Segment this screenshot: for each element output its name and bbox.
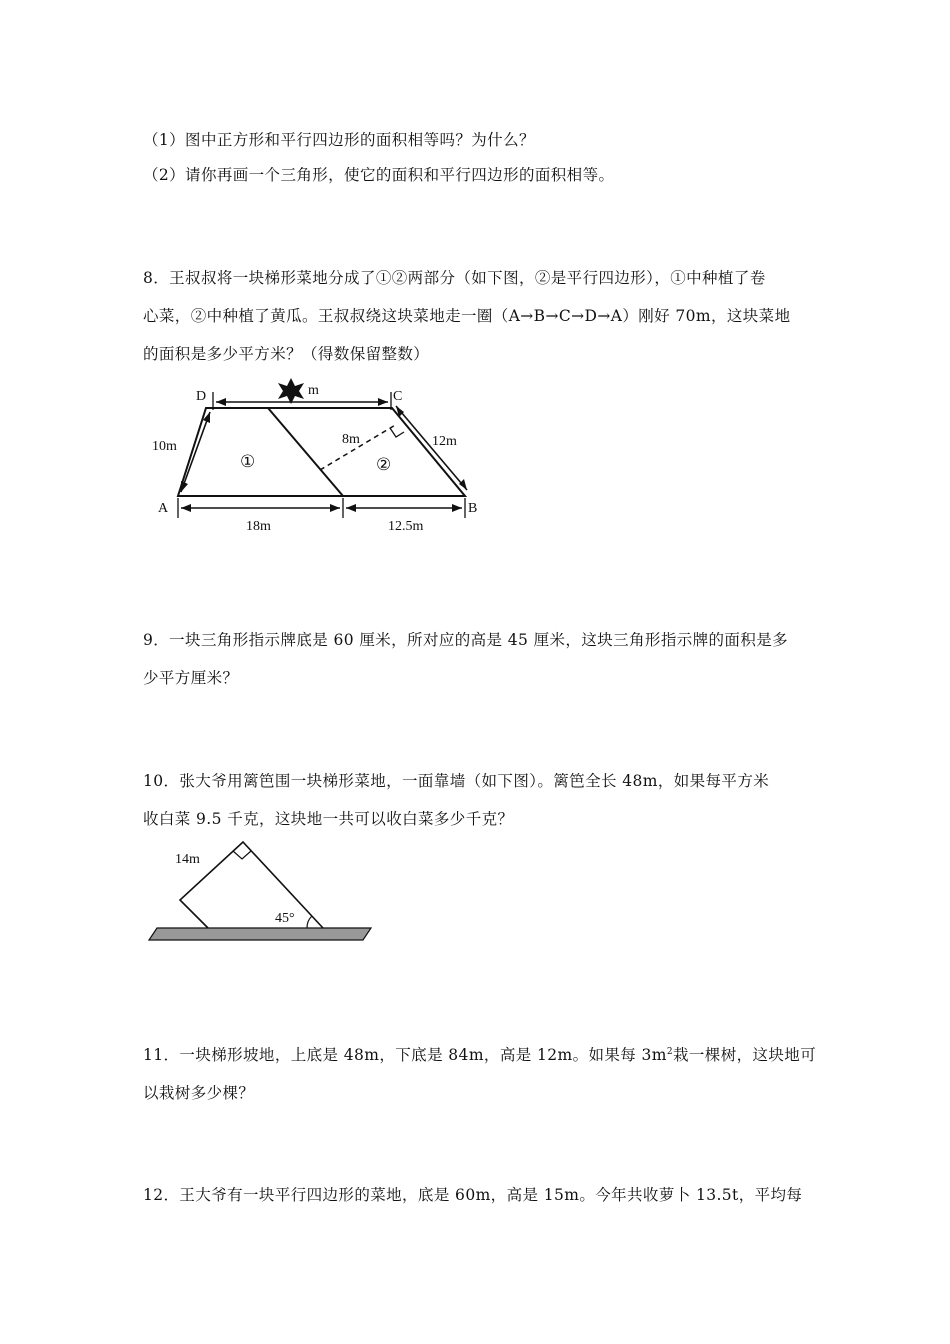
top-unit-label: m [308, 383, 319, 398]
right-angle-mark [233, 851, 251, 859]
trapezoid-outline [178, 408, 465, 496]
angle-arc [307, 916, 312, 928]
q8-trapezoid-figure [150, 378, 490, 538]
left-side-label: 10m [152, 439, 177, 454]
split-line [268, 408, 343, 496]
q9-line-2: 少平方厘米？ [143, 669, 239, 687]
region-1-label: ① [240, 452, 256, 471]
q8-line-3: 的面积是多少平方米？（得数保留整数） [143, 345, 430, 363]
q8-line-2: 心菜，②中种植了黄瓜。王叔叔绕这块菜地走一圈（A→B→C→D→A）刚好 70m，这块菜地 [143, 307, 791, 325]
right-side-label: 12m [432, 434, 457, 449]
bottom-left-label: 18m [246, 519, 271, 534]
bottom-right-label: 12.5m [388, 519, 424, 534]
side-label: 14m [175, 852, 200, 867]
fence-outline [180, 842, 323, 928]
q9-line-1: 9．一块三角形指示牌底是 60 厘米，所对应的高是 45 厘米，这块三角形指示牌的面积是多 [143, 631, 789, 649]
q12-line-1: 12．王大爷有一块平行四边形的菜地，底是 60m，高是 15m。今年共收萝卜 13.5t，平均每 [143, 1186, 803, 1204]
wall-ground [149, 928, 371, 940]
q10-line-1: 10．张大爷用篱笆围一块梯形菜地，一面靠墙（如下图）。篱笆全长 48m，如果每平方米 [143, 772, 770, 790]
label-A: A [158, 501, 169, 516]
height-label: 8m [342, 432, 360, 447]
q11-line-2: 以栽树多少棵？ [143, 1084, 255, 1102]
q10-trapezoid-figure [145, 838, 385, 948]
unknown-star-icon [278, 378, 304, 404]
superscript-2: 2 [666, 1047, 673, 1057]
q11-line-1: 11．一块梯形坡地，上底是 48m，下底是 84m，高是 12m。如果每 $3m^2$栽一棵树，这块地可 [143, 1046, 817, 1064]
q10-line-2: 收白菜 9.5 千克，这块地一共可以收白菜多少千克？ [143, 810, 514, 828]
q8-line-1: 8．王叔叔将一块梯形菜地分成了①②两部分（如下图，②是平行四边形），①中种植了卷 [143, 269, 766, 287]
label-C: C [393, 389, 403, 404]
sub-question-2: （2）请你再画一个三角形，使它的面积和平行四边形的面积相等。 [143, 166, 615, 184]
angle-label: 45° [275, 911, 295, 926]
right-angle-mark [390, 428, 404, 437]
region-2-label: ② [376, 455, 392, 474]
sub-question-1: （1）图中正方形和平行四边形的面积相等吗？为什么？ [143, 131, 535, 149]
label-D: D [196, 389, 207, 404]
label-B: B [468, 501, 478, 516]
